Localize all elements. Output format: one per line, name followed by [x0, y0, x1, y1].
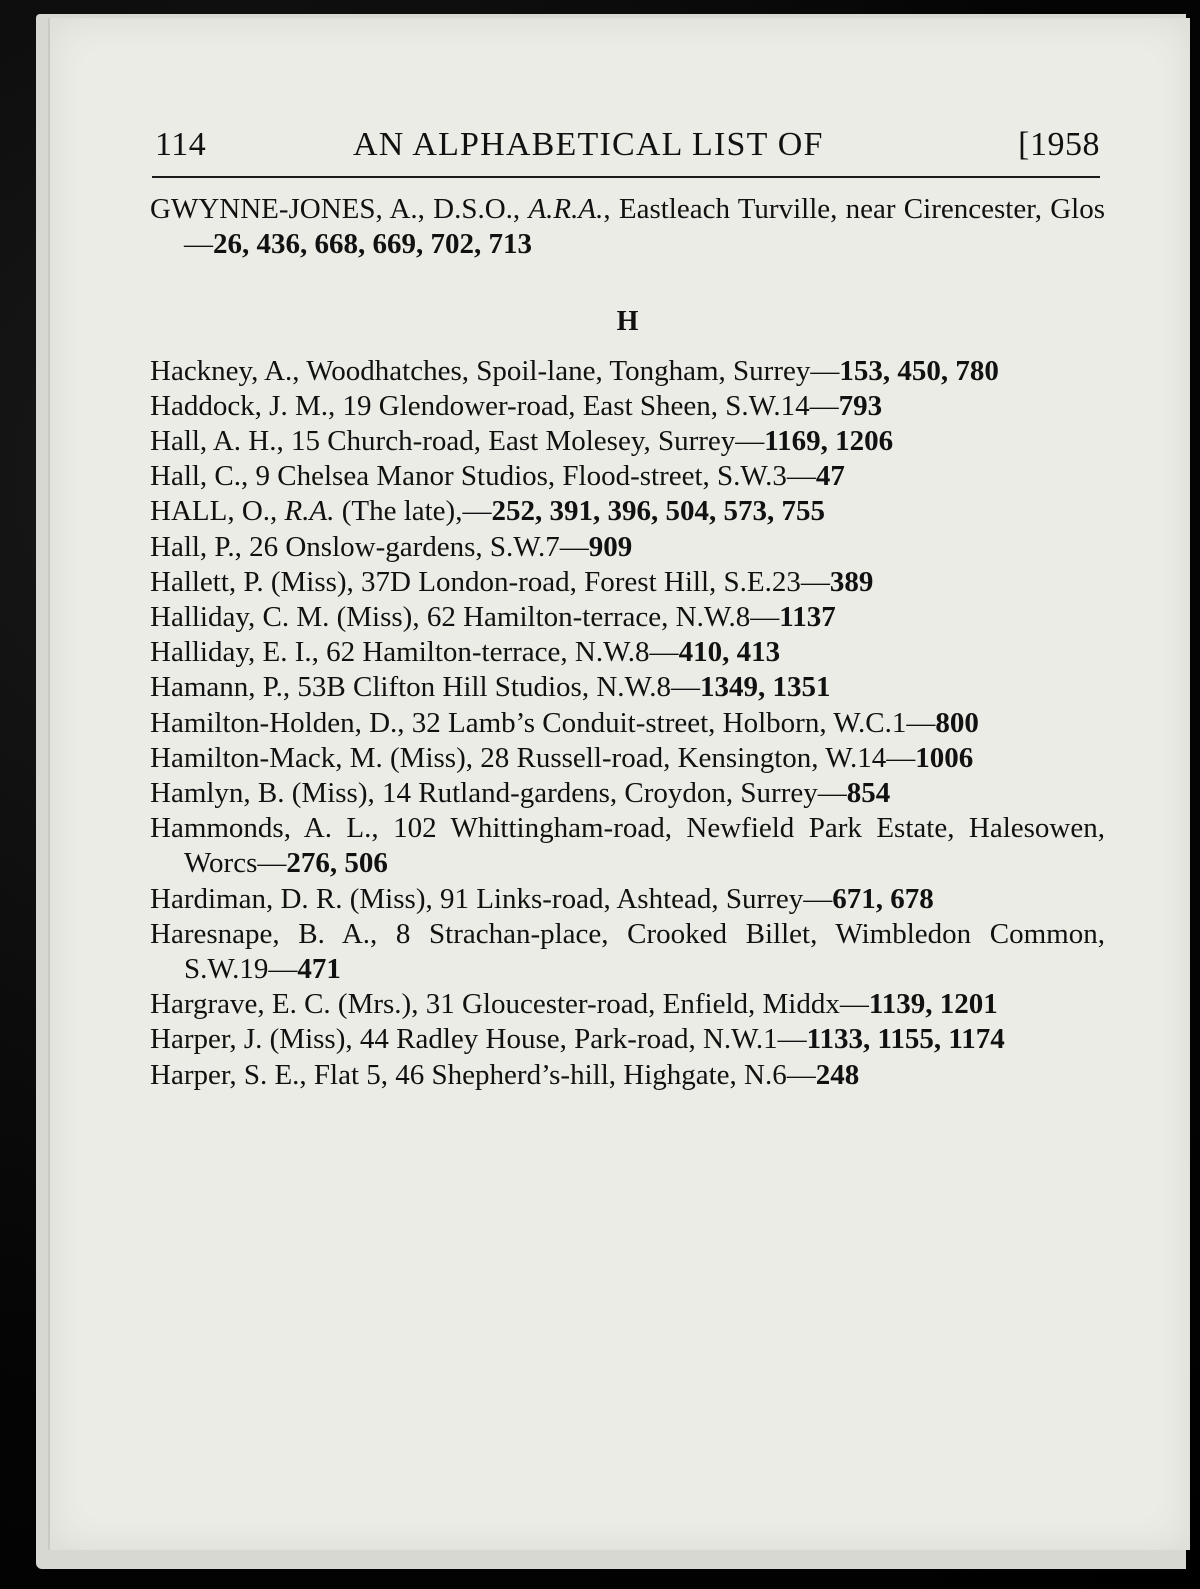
entry-text: Halliday, C. M. (Miss), 62 Hamilton-terrace, N.W.8— [150, 601, 780, 634]
entry-numbers: 793 [838, 389, 883, 422]
entry-numbers: 153, 450, 780 [839, 354, 999, 387]
list-entry [150, 600, 1105, 635]
entry-text: Halliday, E. I., 62 Hamilton-terrace, N.W.8— [150, 636, 679, 669]
list-entry [150, 670, 1105, 705]
entry-numbers: 854 [846, 777, 891, 810]
entry-text: Hall, P., 26 Onslow-gardens, S.W.7— [150, 530, 589, 563]
entry-text: Hargrave, E. C. (Mrs.), 31 Gloucester-road, Enfield, Middx— [150, 988, 869, 1021]
entry-name: GWYNNE-JONES, A., D.S.O., [150, 193, 529, 225]
page-header [155, 126, 1100, 174]
list-entry [150, 565, 1105, 600]
entry-text: Hall, C., 9 Chelsea Manor Studios, Flood-street, S.W.3— [150, 460, 816, 493]
entry-numbers: 26, 436, 668, 669, 702, 713 [213, 228, 532, 261]
list-entry [150, 389, 1105, 424]
entry-numbers: 248 [815, 1058, 860, 1091]
entry-italic: R.A. [284, 495, 335, 528]
entry-text: Hardiman, D. R. (Miss), 91 Links-road, Ashtead, Surrey— [150, 882, 833, 915]
entry-text: Hamlyn, B. (Miss), 14 Rutland-gardens, Croydon, Surrey— [150, 777, 847, 810]
entry-name: HALL, O., [150, 495, 285, 528]
entry-text: Hackney, A., Woodhatches, Spoil-lane, Tongham, Surrey— [150, 354, 840, 387]
entry-numbers: 276, 506 [286, 847, 388, 880]
list-entry [150, 987, 1105, 1022]
list-entry [150, 192, 1105, 262]
list-entry [150, 741, 1105, 776]
entry-numbers: 909 [588, 530, 633, 563]
list-entry [150, 635, 1105, 670]
entry-text: Harper, J. (Miss), 44 Radley House, Park-road, N.W.1— [150, 1023, 807, 1056]
list-entry [150, 811, 1105, 881]
entry-numbers: 800 [935, 706, 979, 739]
entry-numbers: 1349, 1351 [699, 671, 831, 704]
list-entry [150, 706, 1105, 741]
entry-text: Harper, S. E., Flat 5, 46 Shepherd’s-hill, Highgate, N.6— [150, 1058, 816, 1091]
entry-numbers: 252, 391, 396, 504, 573, 755 [491, 495, 825, 528]
list-entry [150, 354, 1105, 389]
entry-text: Hamilton-Mack, M. (Miss), 28 Russell-road, Kensington, W.14— [150, 741, 916, 774]
entry-numbers: 1006 [915, 741, 974, 774]
list-entry [150, 424, 1105, 459]
entry-text: Haresnape, B. A., 8 Strachan-place, Crooked Billet, Wimbledon Common, S.W.19— [150, 917, 1105, 986]
entry-text: Hallett, P. (Miss), 37D London-road, Forest Hill, S.E.23— [150, 565, 830, 598]
list-entry [150, 530, 1105, 565]
entry-italic: A.R.A. [528, 193, 604, 225]
entry-numbers: 410, 413 [678, 636, 781, 669]
entry-numbers: 389 [829, 565, 874, 598]
entry-numbers: 1137 [779, 601, 836, 634]
section-heading: H [616, 306, 639, 338]
entry-numbers: 1133, 1155, 1174 [806, 1023, 1005, 1056]
list-entry [150, 882, 1105, 917]
entry-numbers: 471 [297, 953, 341, 986]
list-entry [150, 1022, 1105, 1057]
list-entry [150, 917, 1105, 987]
page-number: 114 [155, 126, 207, 163]
entry-address: , Eastleach Turville, near Cirencester, Glos— [184, 193, 1105, 261]
running-year: [1958 [1018, 126, 1100, 163]
entry-text: Haddock, J. M., 19 Glendower-road, East Sheen, S.W.14— [150, 389, 839, 422]
entry-list [150, 192, 1105, 1093]
entry-text: Hammonds, A. L., 102 Whittingham-road, Newfield Park Estate, Halesowen, Worcs— [150, 812, 1105, 880]
header-rule [152, 176, 1100, 178]
entry-address: (The late),— [334, 495, 492, 528]
list-entry [150, 459, 1105, 494]
entry-text: Hamann, P., 53B Clifton Hill Studios, N.W.8— [150, 671, 700, 704]
entry-numbers: 1169, 1206 [764, 425, 894, 458]
entry-numbers: 47 [815, 460, 845, 493]
list-entry [150, 776, 1105, 811]
entry-text: Hamilton-Holden, D., 32 Lamb’s Conduit-street, Holborn, W.C.1— [150, 706, 936, 739]
entry-numbers: 1139, 1201 [868, 988, 998, 1021]
list-entry [150, 1058, 1105, 1093]
entry-text: Hall, A. H., 15 Church-road, East Molesey, Surrey— [150, 425, 765, 458]
entry-numbers: 671, 678 [832, 882, 934, 915]
list-entry [150, 494, 1105, 529]
running-title: AN ALPHABETICAL LIST OF [353, 126, 824, 163]
